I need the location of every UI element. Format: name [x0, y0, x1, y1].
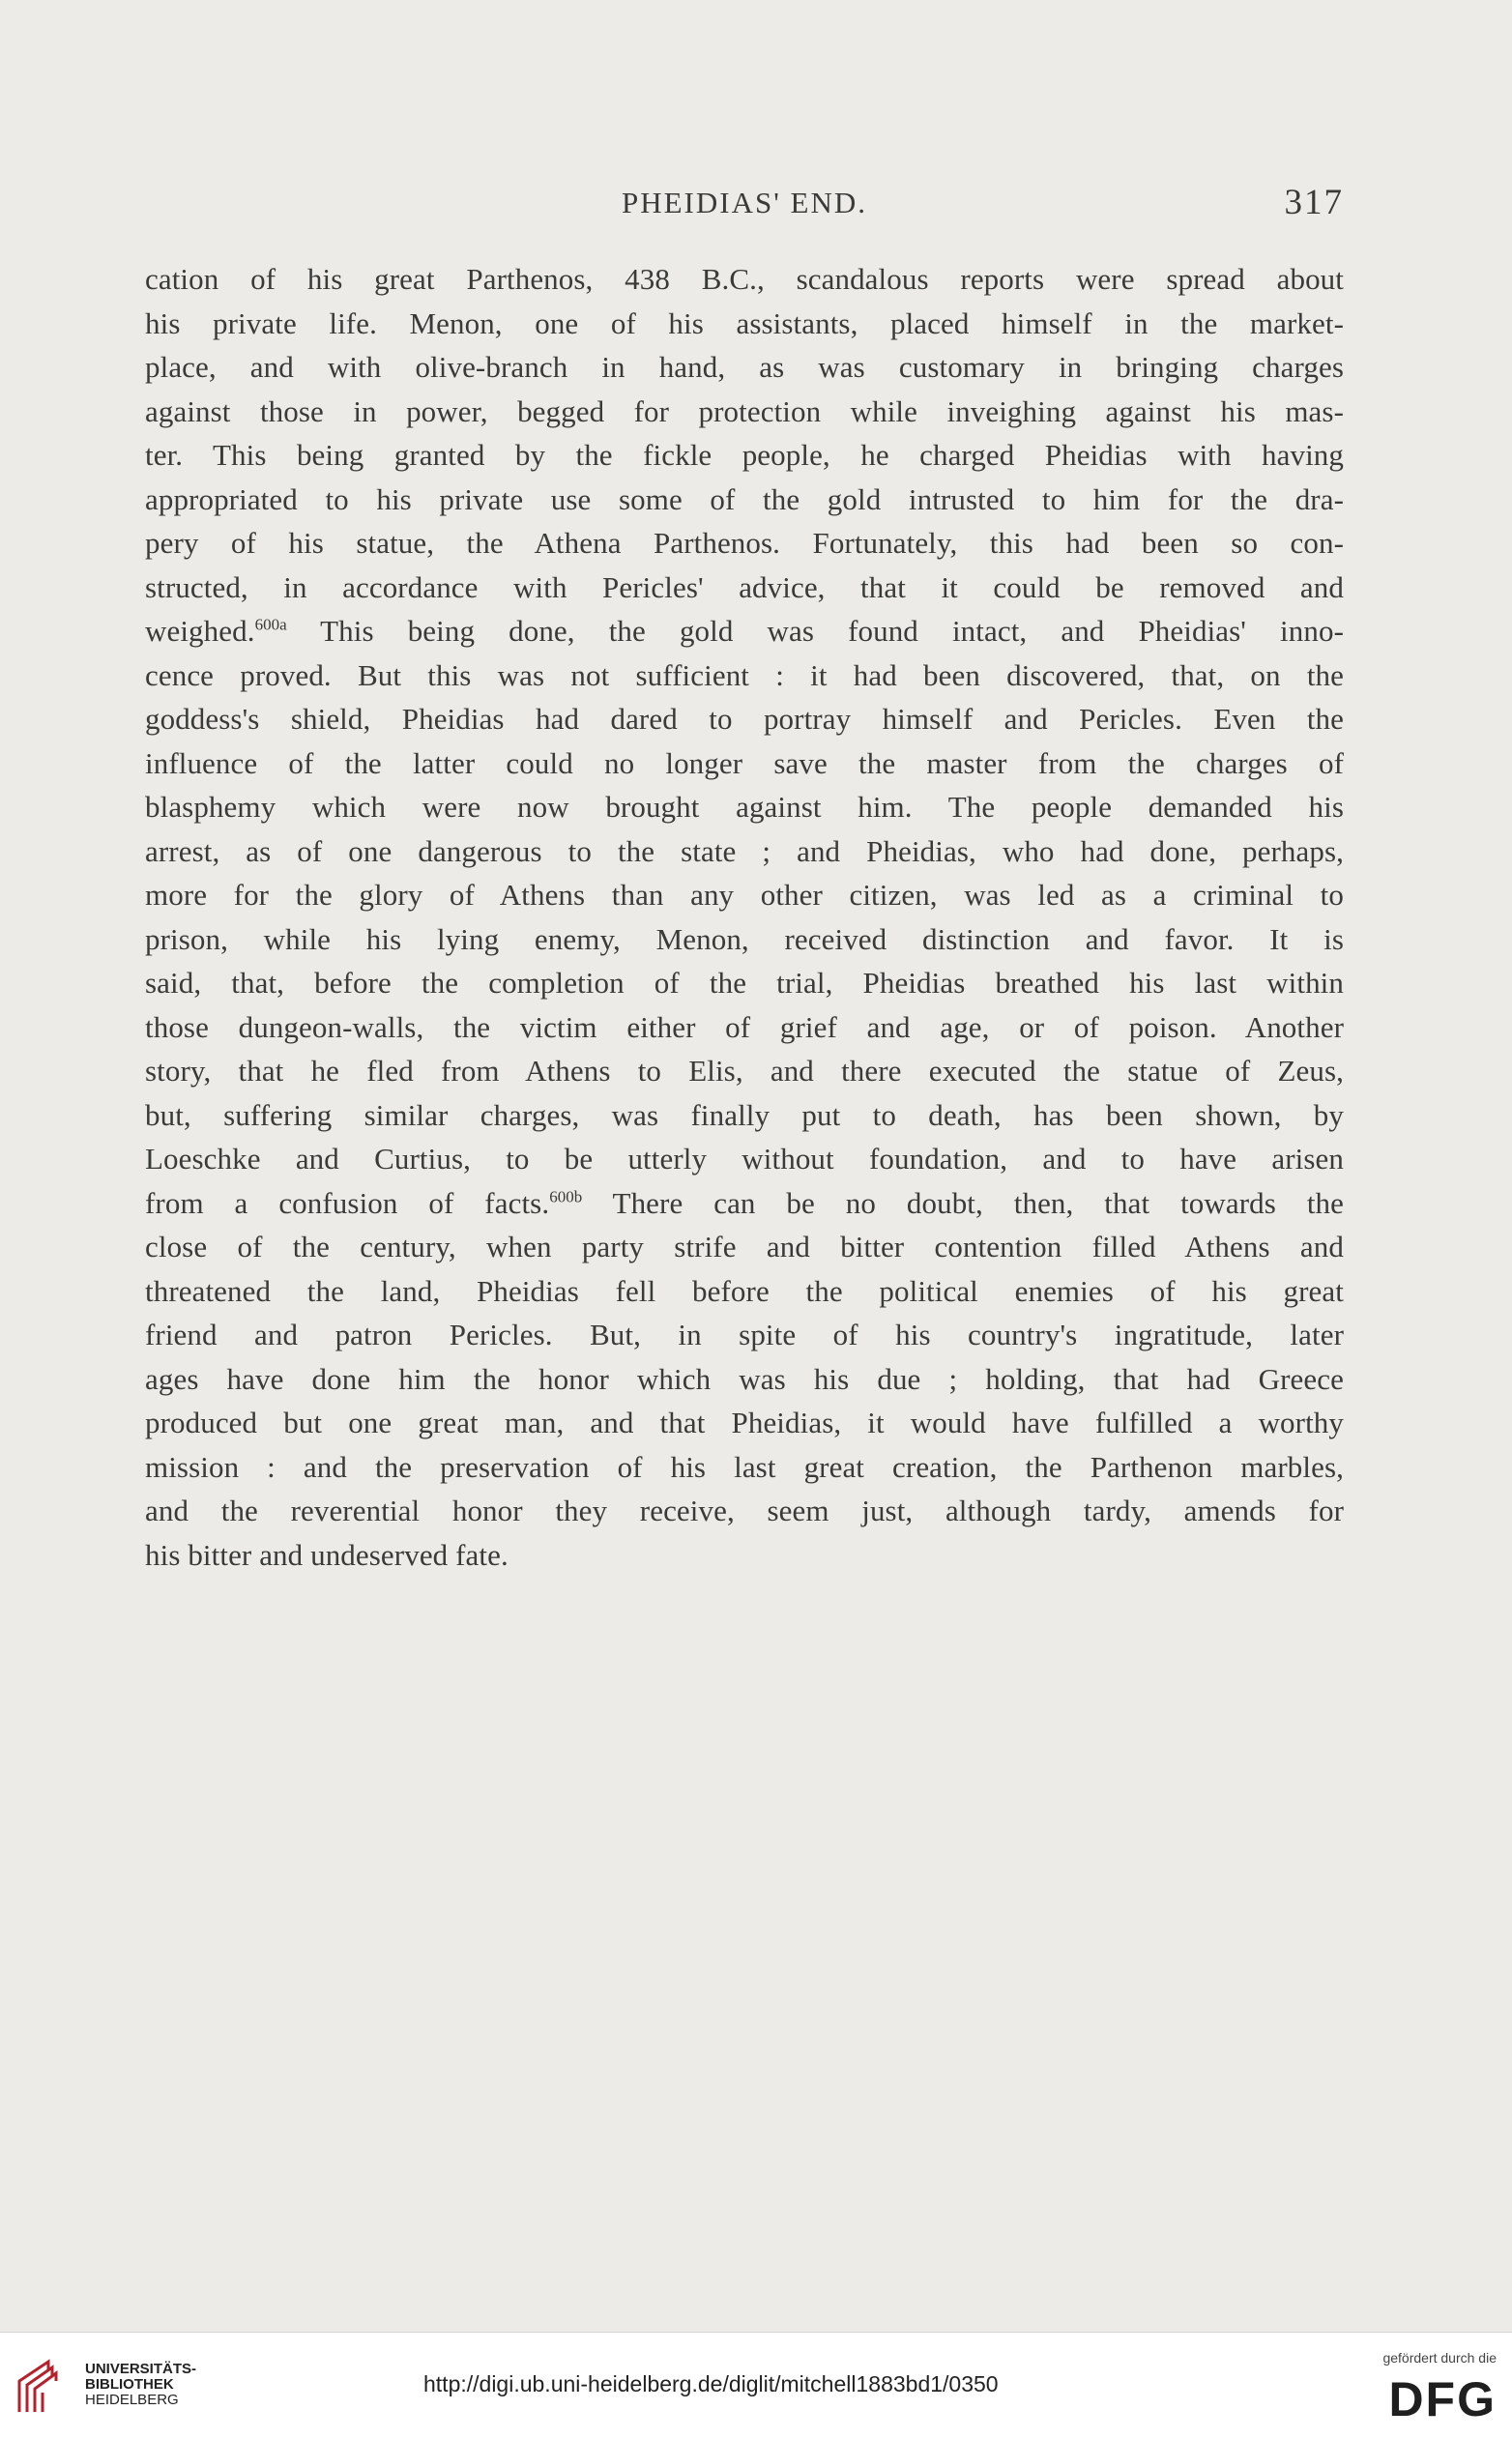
text-line: close of the century, when party strife and bitter contention filled Athens and	[145, 1230, 1344, 1263]
text-line: ter. This being granted by the fickle people, he charged Pheidias with having	[145, 438, 1344, 472]
text-line: Loeschke and Curtius, to be utterly without foundation, and to have arisen	[145, 1142, 1344, 1176]
text-line: said, that, before the completion of the trial, Pheidias breathed his last within	[145, 966, 1344, 1000]
text-line: produced but one great man, and that Pheidias, it would have fulfilled a worthy	[145, 1406, 1344, 1439]
text-line: place, and with olive-branch in hand, as was customary in bringing charges	[145, 350, 1344, 384]
text-line: his bitter and undeserved fate.	[145, 1537, 509, 1572]
footnote-reference: 600a	[254, 615, 287, 634]
line-text: This being done, the gold was found intact, and Pheidias' inno-	[286, 614, 1344, 648]
text-line: and the reverential honor they receive, seem just, although tardy, amends for	[145, 1494, 1344, 1527]
text-line: prison, while his lying enemy, Menon, received distinction and favor. It is	[145, 921, 1344, 956]
text-line: ages have done him the honor which was his due ; holding, that had Greece	[145, 1361, 1344, 1396]
text-line: friend and patron Pericles. But, in spite of his country's ingratitude, later	[145, 1318, 1344, 1351]
text-line: his private life. Menon, one of his assistants, placed himself in the market-	[145, 305, 1344, 340]
text-line: threatened the land, Pheidias fell before the political enemies of his great	[145, 1273, 1344, 1308]
text-line: against those in power, begged for protection while inveighing against his mas-	[145, 393, 1344, 428]
source-url-link[interactable]: http://digi.ub.uni-heidelberg.de/diglit/mitchell1883bd1/0350	[423, 2371, 999, 2396]
funder-block	[1332, 2346, 1497, 2429]
text-line: story, that he fled from Athens to Elis, and there executed the statue of Zeus,	[145, 1054, 1344, 1088]
text-line: but, suffering similar charges, was finally put to death, has been shown, by	[145, 1097, 1344, 1132]
text-line: those dungeon-walls, the victim either of grief and age, or of poison. Another	[145, 1009, 1344, 1044]
footnote-reference: 600b	[549, 1187, 583, 1206]
footer-bar	[0, 2332, 1512, 2439]
line-text: weighed.	[145, 614, 255, 648]
text-line: influence of the latter could no longer save the master from the charges of	[145, 745, 1344, 780]
line-text: There can be no doubt, then, that towards the	[582, 1185, 1344, 1220]
library-name-line2: BIBLIOTHEK	[85, 2376, 174, 2393]
library-name-line1: UNIVERSITÄTS-	[85, 2361, 197, 2377]
text-line: mission : and the preservation of his last great creation, the Parthenon marbles,	[145, 1449, 1344, 1484]
text-line: cation of his great Parthenos, 438 B.C., scandalous reports were spread about	[145, 262, 1344, 296]
page-number: 317	[1284, 183, 1344, 222]
line-text: from a confusion of facts.	[145, 1185, 550, 1220]
text-line: arrest, as of one dangerous to the state ; and Pheidias, who had done, perhaps,	[145, 833, 1344, 868]
body-text	[145, 257, 1344, 1577]
text-line: cence proved. But this was not sufficient : it had been discovered, that, on the	[145, 657, 1344, 692]
text-line: appropriated to his private use some of the gold intrusted to him for the dra-	[145, 481, 1344, 516]
text-line	[145, 1181, 1344, 1226]
running-title: PHEIDIAS' END.	[621, 186, 868, 219]
text-line: pery of his statue, the Athena Parthenos. Fortunately, this had been so con-	[145, 526, 1344, 560]
text-line: more for the glory of Athens than any other citizen, was led as a criminal to	[145, 878, 1344, 912]
text-line: goddess's shield, Pheidias had dared to portray himself and Pericles. Even the	[145, 702, 1344, 736]
dfg-logo: DFG	[1388, 2372, 1497, 2426]
text-line: blasphemy which were now brought against him. The people demanded his	[145, 790, 1344, 824]
library-name-line3: HEIDELBERG	[85, 2392, 179, 2408]
library-logo-icon	[14, 2356, 75, 2418]
funded-by-caption: gefördert durch die	[1382, 2350, 1497, 2366]
library-name	[85, 2362, 196, 2408]
text-line	[145, 609, 1344, 653]
running-head	[145, 182, 1344, 230]
text-line: structed, in accordance with Pericles' advice, that it could be removed and	[145, 569, 1344, 604]
